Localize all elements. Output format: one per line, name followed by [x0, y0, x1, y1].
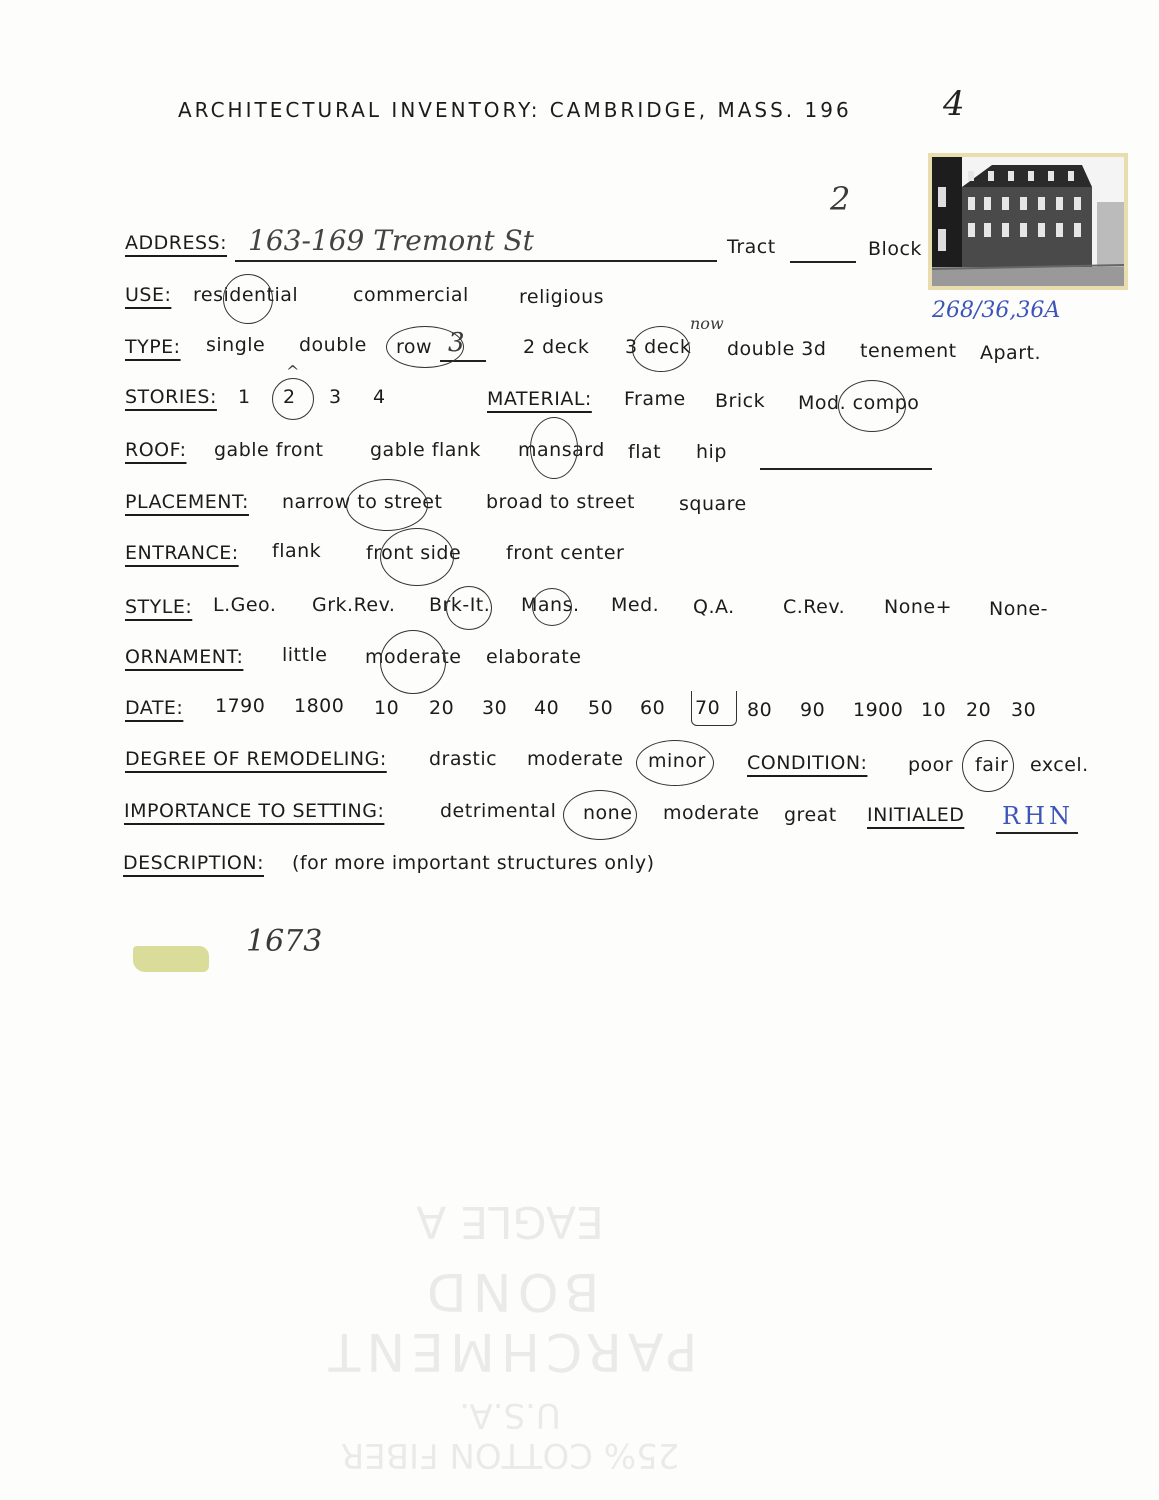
ornament-row: [0, 644, 1159, 684]
handwritten-mark: 2: [830, 180, 851, 218]
handwritten-now-note: now: [690, 314, 724, 333]
importance-option-great[interactable]: great: [784, 804, 837, 826]
date-option-1910[interactable]: 10: [921, 699, 947, 721]
handwritten-map-ref: 268/36,36A: [932, 298, 1061, 323]
entrance-option-flank[interactable]: flank: [272, 540, 322, 562]
type-option-double[interactable]: double: [299, 334, 367, 356]
address-label: ADDRESS:: [125, 232, 227, 254]
date-option-90[interactable]: 90: [800, 699, 826, 721]
use-option-residential[interactable]: residential: [193, 284, 299, 306]
style-option-med[interactable]: Med.: [611, 594, 660, 616]
use-option-commercial[interactable]: commercial: [353, 284, 469, 306]
tract-label: Tract: [727, 236, 776, 258]
date-label: DATE:: [125, 697, 184, 719]
date-option-60[interactable]: 60: [640, 697, 666, 719]
date-option-1800[interactable]: 1800: [294, 695, 345, 717]
building-photo: [928, 153, 1128, 290]
address-value[interactable]: 163-169 Tremont St: [248, 224, 534, 257]
type-row: [0, 314, 1159, 374]
placement-label: PLACEMENT:: [125, 491, 249, 513]
type-option-tenement[interactable]: tenement: [860, 340, 957, 362]
roof-option-gable-flank[interactable]: gable flank: [370, 439, 481, 461]
roof-other-field[interactable]: [760, 468, 932, 470]
type-label: TYPE:: [125, 336, 181, 358]
style-label: STYLE:: [125, 596, 193, 618]
date-option-1920[interactable]: 20: [966, 699, 992, 721]
date-option-80[interactable]: 80: [747, 699, 773, 721]
date-option-70[interactable]: 70: [695, 697, 721, 719]
date-row: [0, 695, 1159, 735]
date-selection-box: [691, 691, 737, 726]
row-count: 3: [448, 328, 465, 358]
condition-option-fair[interactable]: fair: [975, 754, 1009, 776]
initialed-underline: [996, 832, 1078, 834]
date-option-40[interactable]: 40: [534, 697, 560, 719]
remodeling-option-moderate[interactable]: moderate: [527, 748, 624, 770]
stories-mark: ^: [286, 362, 300, 381]
entrance-option-front-center[interactable]: front center: [506, 542, 625, 564]
use-row: [0, 282, 1159, 322]
address-underline: [235, 260, 717, 262]
date-option-1930[interactable]: 30: [1011, 699, 1037, 721]
style-row: [0, 594, 1159, 634]
material-option-brick[interactable]: Brick: [715, 390, 766, 412]
handwritten-year: 4: [943, 84, 965, 124]
condition-label: CONDITION:: [747, 752, 868, 774]
ornament-label: ORNAMENT:: [125, 646, 244, 668]
ornament-option-moderate[interactable]: moderate: [365, 646, 462, 668]
roof-row: [0, 437, 1159, 477]
placement-row: [0, 489, 1159, 529]
roof-option-hip[interactable]: hip: [696, 441, 727, 463]
date-option-10[interactable]: 10: [374, 697, 400, 719]
material-option-frame[interactable]: Frame: [624, 388, 686, 410]
material-label: MATERIAL:: [487, 388, 592, 410]
importance-option-detrimental[interactable]: detrimental: [440, 800, 557, 822]
block-label: Block: [868, 238, 922, 260]
remodeling-label: DEGREE OF REMODELING:: [125, 748, 387, 770]
entrance-option-front-side[interactable]: front side: [366, 542, 462, 564]
remodeling-row: [0, 746, 1159, 786]
remodeling-option-drastic[interactable]: drastic: [429, 748, 498, 770]
style-option-none-minus[interactable]: None-: [989, 598, 1048, 620]
type-option-apart[interactable]: Apart.: [980, 342, 1042, 364]
importance-option-none[interactable]: none: [583, 802, 633, 824]
use-option-religious[interactable]: religious: [519, 286, 605, 308]
description-note: (for more important structures only): [292, 852, 655, 874]
type-option-row[interactable]: row: [396, 336, 433, 358]
condition-option-excel[interactable]: excel.: [1030, 754, 1089, 776]
stories-option-1[interactable]: 1: [238, 386, 251, 408]
style-option-qa[interactable]: Q.A.: [693, 596, 735, 618]
importance-row: [0, 798, 1159, 838]
type-option-2-deck[interactable]: 2 deck: [523, 336, 590, 358]
roof-option-mansard[interactable]: mansard: [518, 439, 605, 461]
style-option-c-rev[interactable]: C.Rev.: [783, 596, 846, 618]
entrance-row: [0, 540, 1159, 580]
date-option-1900[interactable]: 1900: [853, 699, 904, 721]
stories-option-3[interactable]: 3: [329, 386, 342, 408]
condition-option-poor[interactable]: poor: [908, 754, 954, 776]
entrance-label: ENTRANCE:: [125, 542, 239, 564]
use-label: USE:: [125, 284, 172, 306]
style-option-none-plus[interactable]: None+: [884, 596, 952, 618]
description-label: DESCRIPTION:: [123, 852, 265, 874]
initialed-label: INITIALED: [867, 804, 965, 826]
type-option-3-deck[interactable]: 3 deck: [625, 336, 692, 358]
placement-option-narrow[interactable]: narrow to street: [282, 491, 443, 513]
paper-watermark: 25% COTTON FIBER U.S.A. PARCHMENT BOND EAGLE A: [322, 1196, 698, 1475]
stories-option-4[interactable]: 4: [373, 386, 386, 408]
style-option-mans[interactable]: Mans.: [521, 594, 580, 616]
importance-label: IMPORTANCE TO SETTING:: [124, 800, 385, 822]
initialed-value[interactable]: RHN: [1002, 802, 1074, 830]
form-title: ARCHITECTURAL INVENTORY: CAMBRIDGE, MASS. 196 4: [178, 84, 965, 124]
date-option-50[interactable]: 50: [588, 697, 614, 719]
placement-option-broad[interactable]: broad to street: [486, 491, 636, 513]
style-option-l-geo[interactable]: L.Geo.: [213, 594, 277, 616]
stories-row: [0, 362, 1159, 424]
roof-option-flat[interactable]: flat: [628, 441, 662, 463]
roof-label: ROOF:: [125, 439, 187, 461]
material-option-mod-compo[interactable]: Mod. compo: [798, 392, 920, 414]
style-option-brk-it[interactable]: Brk-It.: [429, 594, 491, 616]
handwritten-number: 1673: [246, 924, 323, 959]
date-option-20[interactable]: 20: [429, 697, 455, 719]
ornament-option-little[interactable]: little: [282, 644, 328, 666]
description-row: [0, 850, 1159, 890]
address-row: [0, 224, 1159, 268]
sticky-tape: [133, 946, 209, 972]
placement-option-square[interactable]: square: [679, 493, 747, 515]
date-option-1790[interactable]: 1790: [215, 695, 266, 717]
date-option-30[interactable]: 30: [482, 697, 508, 719]
style-option-grk-rev[interactable]: Grk.Rev.: [312, 594, 396, 616]
tract-field[interactable]: [790, 261, 856, 263]
importance-option-moderate[interactable]: moderate: [663, 802, 760, 824]
roof-option-gable-front[interactable]: gable front: [214, 439, 324, 461]
type-option-single[interactable]: single: [206, 334, 266, 356]
type-option-double-3d[interactable]: double 3d: [727, 338, 827, 360]
stories-label: STORIES:: [125, 386, 217, 408]
remodeling-option-minor[interactable]: minor: [648, 750, 706, 772]
ornament-option-elaborate[interactable]: elaborate: [486, 646, 582, 668]
row-count-line: [440, 360, 486, 362]
stories-option-2[interactable]: 2: [283, 386, 296, 408]
